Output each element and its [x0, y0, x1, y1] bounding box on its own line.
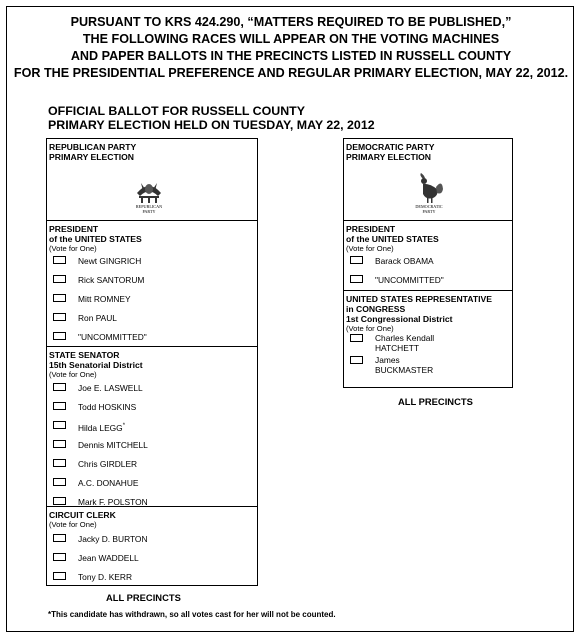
republican-column — [46, 138, 258, 586]
candidate-row[interactable]: Jacky D. BURTON — [47, 531, 257, 550]
republican-eagle-logo — [129, 169, 169, 215]
candidate-row[interactable]: James BUCKMASTER — [344, 355, 512, 377]
candidate-row[interactable]: Joe E. LASWELL — [47, 380, 257, 399]
republican-party-header: REPUBLICAN PARTY PRIMARY ELECTION REPUBLICAN PARTY — [47, 139, 257, 221]
notice-line: AND PAPER BALLOTS IN THE PRECINCTS LISTED IN RUSSELL COUNTY — [70, 49, 512, 63]
vote-checkbox[interactable] — [53, 402, 66, 410]
vote-checkbox[interactable] — [350, 256, 363, 264]
race-us-representative: UNITED STATES REPRESENTATIVE in CONGRESS 1st Congressional District (Vote for One) Charles Kendall HATCHETT James BUCKMASTER — [344, 291, 512, 387]
candidate-row[interactable]: Mitt ROMNEY — [47, 291, 257, 310]
candidate-row[interactable]: Chris GIRDLER — [47, 456, 257, 475]
vote-checkbox[interactable] — [53, 534, 66, 542]
vote-checkbox[interactable] — [53, 478, 66, 486]
candidate-row[interactable]: Hilda LEGG* — [47, 418, 257, 437]
withdrawal-footnote: *This candidate has withdrawn, so all votes cast for her will not be counted. — [48, 610, 336, 619]
candidate-row[interactable]: Rick SANTORUM — [47, 272, 257, 291]
vote-checkbox[interactable] — [53, 313, 66, 321]
race-state-senator: STATE SENATOR 15th Senatorial District (Vote for One) Joe E. LASWELL Todd HOSKINS Hilda LEGG* Dennis MITCHELL Chris GIRDLER A.C. DONAHUE Mark F. POLSTON — [47, 347, 257, 507]
notice-line: FOR THE PRESIDENTIAL PREFERENCE AND REGULAR PRIMARY ELECTION, MAY 22, 2012. — [13, 66, 569, 80]
notice-line: PURSUANT TO KRS 424.290, “MATTERS REQUIRED TO BE PUBLISHED,” — [70, 15, 512, 29]
candidate-row[interactable]: Charles Kendall HATCHETT — [344, 333, 512, 355]
candidate-row[interactable]: "UNCOMMITTED" — [47, 329, 257, 348]
vote-checkbox[interactable] — [53, 256, 66, 264]
svg-text:DEMOCRATIC: DEMOCRATIC — [415, 204, 443, 209]
democratic-column — [343, 138, 513, 388]
vote-checkbox[interactable] — [53, 459, 66, 467]
ballot-title: OFFICIAL BALLOT FOR RUSSELL COUNTY PRIMARY ELECTION HELD ON TUESDAY, MAY 22, 2012 — [48, 104, 375, 132]
publication-notice — [0, 14, 582, 82]
vote-checkbox[interactable] — [350, 275, 363, 283]
vote-checkbox[interactable] — [53, 497, 66, 505]
candidate-list — [344, 253, 512, 291]
vote-checkbox[interactable] — [53, 294, 66, 302]
race-president-republican: PRESIDENT of the UNITED STATES (Vote for One) Newt GINGRICH Rick SANTORUM Mitt ROMNEY Ron PAUL "UNCOMMITTED" — [47, 221, 257, 347]
candidate-row[interactable]: Ron PAUL — [47, 310, 257, 329]
vote-checkbox[interactable] — [53, 383, 66, 391]
race-circuit-clerk: CIRCUIT CLERK (Vote for One) Jacky D. BURTON Jean WADDELL Tony D. KERR — [47, 507, 257, 585]
candidate-row[interactable]: Tony D. KERR — [47, 569, 257, 588]
candidate-row[interactable]: Mark F. POLSTON — [47, 494, 257, 513]
democratic-party-header: DEMOCRATIC PARTY PRIMARY ELECTION DEMOCRATIC PARTY — [344, 139, 512, 221]
candidate-list — [344, 333, 512, 377]
vote-checkbox[interactable] — [350, 334, 363, 342]
candidate-row[interactable]: Newt GINGRICH — [47, 253, 257, 272]
vote-checkbox[interactable] — [53, 440, 66, 448]
candidate-row[interactable]: "UNCOMMITTED" — [344, 272, 512, 291]
candidate-row[interactable]: A.C. DONAHUE — [47, 475, 257, 494]
vote-checkbox[interactable] — [53, 332, 66, 340]
candidate-row[interactable]: Jean WADDELL — [47, 550, 257, 569]
democratic-all-precincts: ALL PRECINCTS — [398, 396, 473, 407]
svg-text:PARTY: PARTY — [422, 209, 436, 214]
candidate-row[interactable]: Barack OBAMA — [344, 253, 512, 272]
withdrawn-asterisk: * — [122, 423, 126, 429]
vote-checkbox[interactable] — [53, 553, 66, 561]
candidate-list — [47, 253, 257, 348]
race-president-democratic: PRESIDENT of the UNITED STATES (Vote for One) Barack OBAMA "UNCOMMITTED" — [344, 221, 512, 291]
republican-all-precincts: ALL PRECINCTS — [106, 592, 181, 603]
vote-checkbox[interactable] — [350, 356, 363, 364]
candidate-row[interactable]: Todd HOSKINS — [47, 399, 257, 418]
candidate-list — [47, 379, 257, 513]
vote-checkbox[interactable] — [53, 421, 66, 429]
candidate-list — [47, 529, 257, 588]
vote-checkbox[interactable] — [53, 572, 66, 580]
candidate-row[interactable]: Dennis MITCHELL — [47, 437, 257, 456]
svg-text:PARTY: PARTY — [142, 209, 156, 214]
vote-checkbox[interactable] — [53, 275, 66, 283]
notice-line: THE FOLLOWING RACES WILL APPEAR ON THE VOTING MACHINES — [82, 32, 500, 46]
svg-text:REPUBLICAN: REPUBLICAN — [135, 204, 163, 209]
democratic-rooster-logo — [409, 169, 449, 215]
